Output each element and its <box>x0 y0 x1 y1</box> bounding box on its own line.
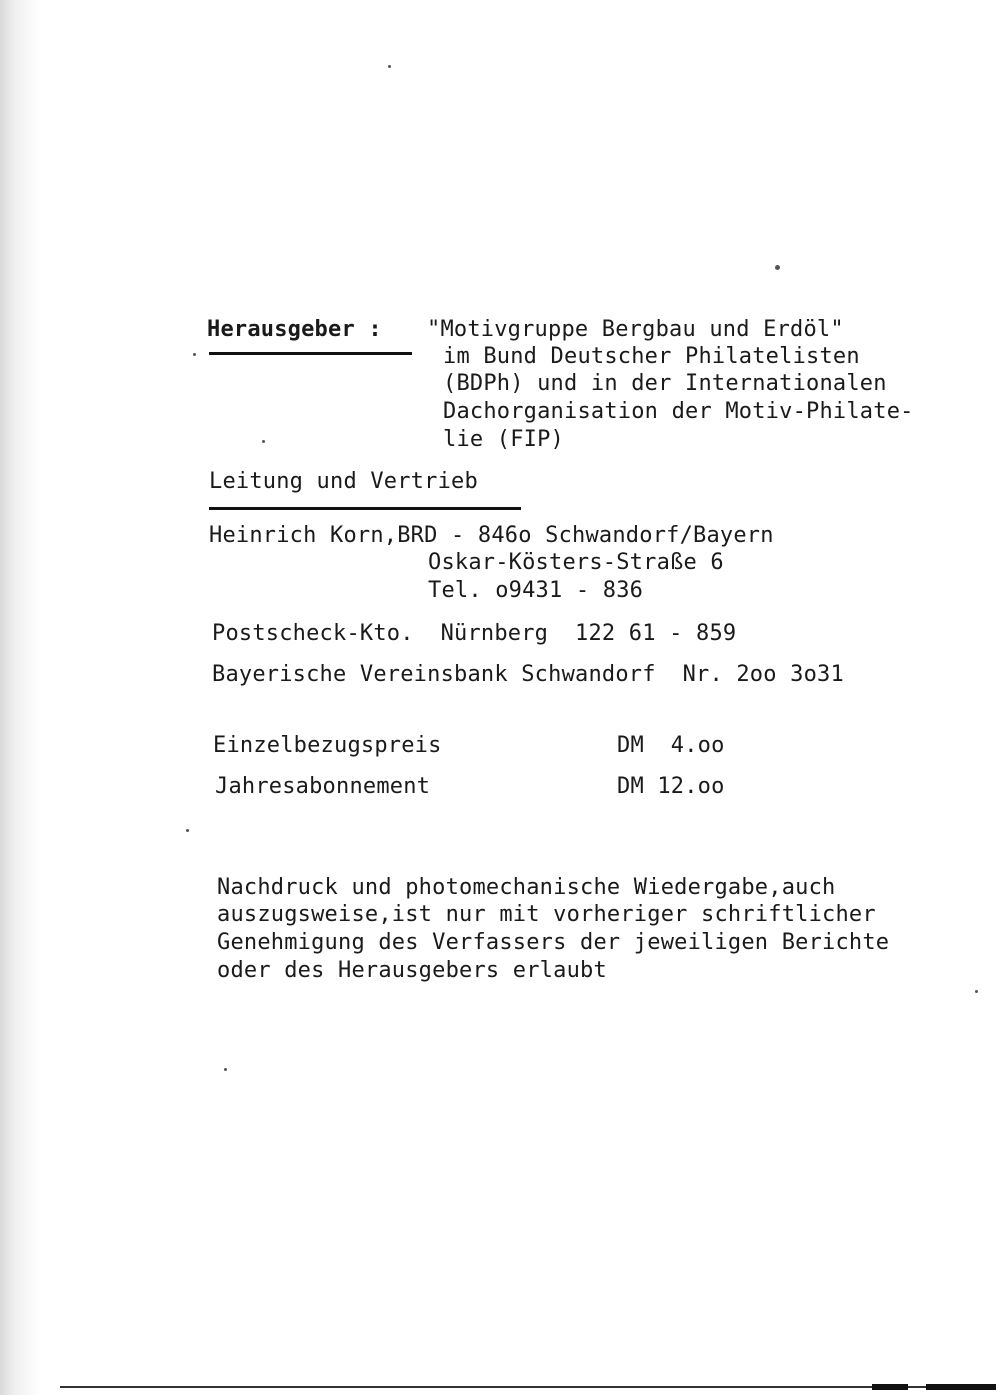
scan-speck <box>975 990 978 993</box>
scan-speck <box>224 1068 227 1071</box>
publisher-line-5: lie (FIP) <box>443 427 565 452</box>
price-label-annual: Jahresabonnement <box>215 774 431 799</box>
scan-speck <box>388 65 391 68</box>
management-heading: Leitung und Vertrieb <box>209 469 478 494</box>
price-value-single: DM 4.oo <box>617 733 725 758</box>
contact-line-2: Oskar-Kösters-Straße 6 <box>428 550 724 575</box>
price-value-annual: DM 12.oo <box>617 774 725 799</box>
publisher-label: Herausgeber : <box>207 317 382 342</box>
publisher-line-1: "Motivgruppe Bergbau und Erdöl" <box>427 317 844 342</box>
bank-line-1: Postscheck-Kto. Nürnberg 122 61 - 859 <box>212 621 737 646</box>
scan-bottom-rule <box>60 1386 996 1388</box>
scan-bottom-mark <box>872 1384 908 1390</box>
notice-line-3: Genehmigung des Verfassers der jeweiligen Berichte <box>217 930 890 955</box>
publisher-line-2: im Bund Deutscher Philatelisten <box>443 344 860 369</box>
notice-line-2: auszugsweise,ist nur mit vorheriger schriftlicher <box>217 902 876 927</box>
management-heading-underline <box>209 507 521 510</box>
publisher-line-4: Dachorganisation der Motiv-Philate- <box>443 399 914 424</box>
publisher-line-3: (BDPh) und in der Internationalen <box>443 371 887 396</box>
scan-bottom-mark <box>926 1384 996 1390</box>
scan-speck <box>186 829 189 832</box>
publisher-label-underline <box>209 352 412 355</box>
scan-speck <box>193 353 196 356</box>
scan-edge-shadow <box>0 0 40 1395</box>
scan-speck <box>775 265 780 270</box>
notice-line-1: Nachdruck und photomechanische Wiedergabe,auch <box>217 875 836 900</box>
price-label-single: Einzelbezugspreis <box>213 733 442 758</box>
notice-line-4: oder des Herausgebers erlaubt <box>217 958 607 983</box>
contact-line-1: Heinrich Korn,BRD - 846o Schwandorf/Bayern <box>209 523 774 548</box>
scan-speck <box>262 440 265 443</box>
bank-line-2: Bayerische Vereinsbank Schwandorf Nr. 2oo 3o31 <box>212 662 844 687</box>
contact-line-3: Tel. o9431 - 836 <box>428 578 644 603</box>
